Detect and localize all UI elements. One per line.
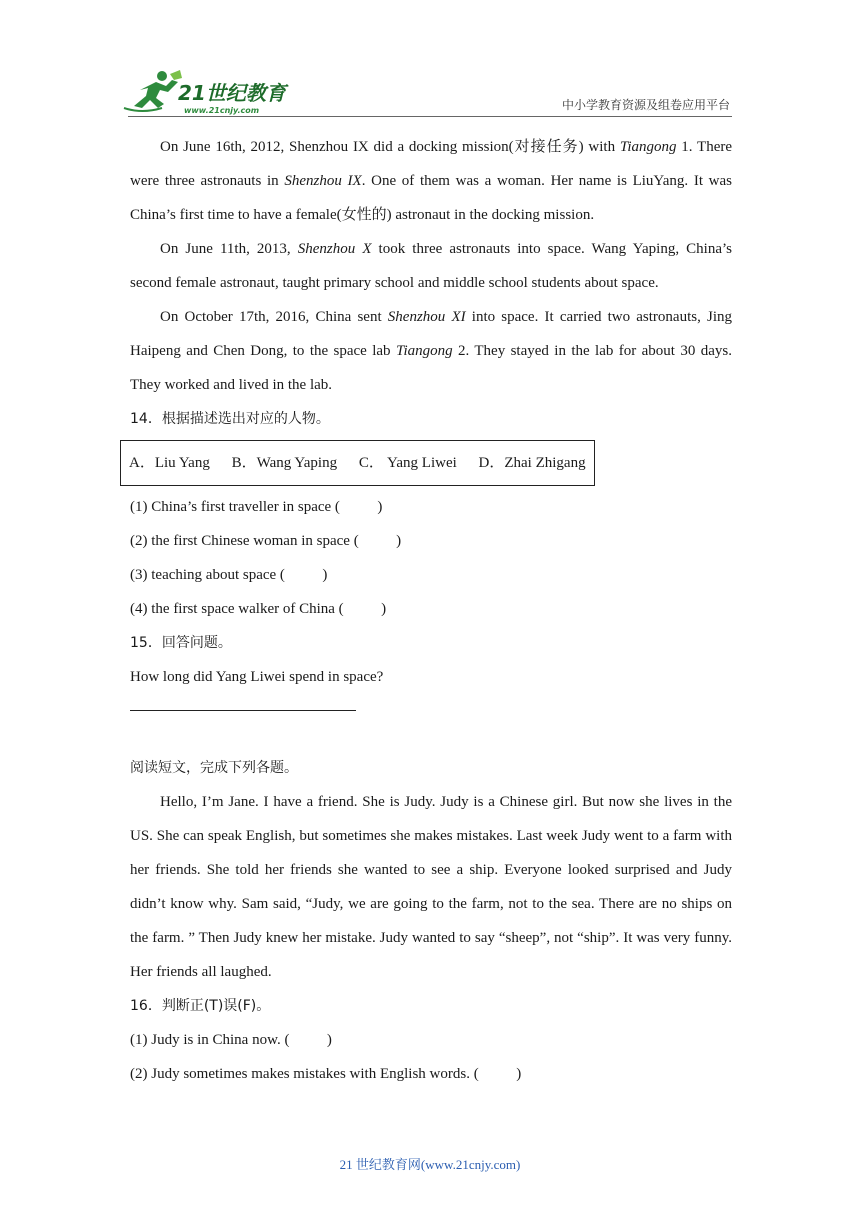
q14-options-box [120,440,595,486]
passage1-paragraph2: On June 11th, 2013, Shenzhou X took three astronauts into space. Wang Yaping, China’s second female astronaut, taught primary school and middle school students about space. [130,241,732,291]
site-logo [122,68,292,116]
q15-question: How long did Yang Liwei spend in space? [130,669,384,685]
q16-item-1: (1) Judy is in China now. ( ) [130,1032,332,1048]
passage2-instruction: 阅读短文，完成下列各题。 [130,760,298,776]
option-a: A．Liu Yang [129,455,210,471]
passage1-paragraph3: On October 17th, 2016, China sent Shenzhou XI into space. It carried two astronauts, Jing Haipeng and Chen Dong, to the space lab Tiangong 2. They stayed in the lab for about 30 days. They worked and lived in the lab. [130,309,733,393]
header-divider [128,116,732,117]
q14-title: 14．根据描述选出对应的人物。 [130,411,330,427]
q14-item-3: (3) teaching about space ( ) [130,567,328,583]
option-c: C． Yang Liwei [358,455,457,471]
q14-item-2: (2) the first Chinese woman in space ( ) [130,533,402,549]
q16-title: 16．判断正(T)误(F)。 [130,998,271,1014]
logo-text: 21世纪教育 [178,81,286,105]
passage1-paragraph1: On June 16th, 2012, Shenzhou IX did a docking mission(对接任务) with Tiangong 1. There were three astronauts in Shenzhou IX. One of them was a woman. Her name is LiuYang. It was China’s first time to have a female(女性的) astronaut in the docking mission. [130,139,733,223]
platform-name: 中小学教育资源及组卷应用平台 [561,98,730,112]
document-body [130,130,732,1091]
page-footer: 21 世纪教育网(www.21cnjy.com) [339,1157,521,1172]
q14-item-1: (1) China’s first traveller in space ( ) [130,499,383,515]
q16-item-2: (2) Judy sometimes makes mistakes with English words. ( ) [130,1066,522,1082]
logo-url: www.21cnjy.com [184,106,260,115]
q15-title: 15．回答问题。 [130,635,232,651]
runner-icon [124,70,182,111]
option-b: B．Wang Yaping [231,455,338,471]
q14-item-4: (4) the first space walker of China ( ) [130,601,387,617]
passage2-text: Hello, I’m Jane. I have a friend. She is Judy. Judy is a Chinese girl. But now she lives in the US. She can speak English, but sometimes she makes mistakes. Last week Judy went to a farm with her friends. She told her friends she wanted to see a ship. Everyone looked surprised and Judy didn’t know why. Sam said, “Judy, we are going to the farm, not to the sea. There are no ships on the farm. ” Then Judy knew her mistake. Judy wanted to say “sheep”, not “ship”. It was very funny. Her friends all laughed. [130,794,732,980]
option-d: D．Zhai Zhigang [478,455,586,471]
